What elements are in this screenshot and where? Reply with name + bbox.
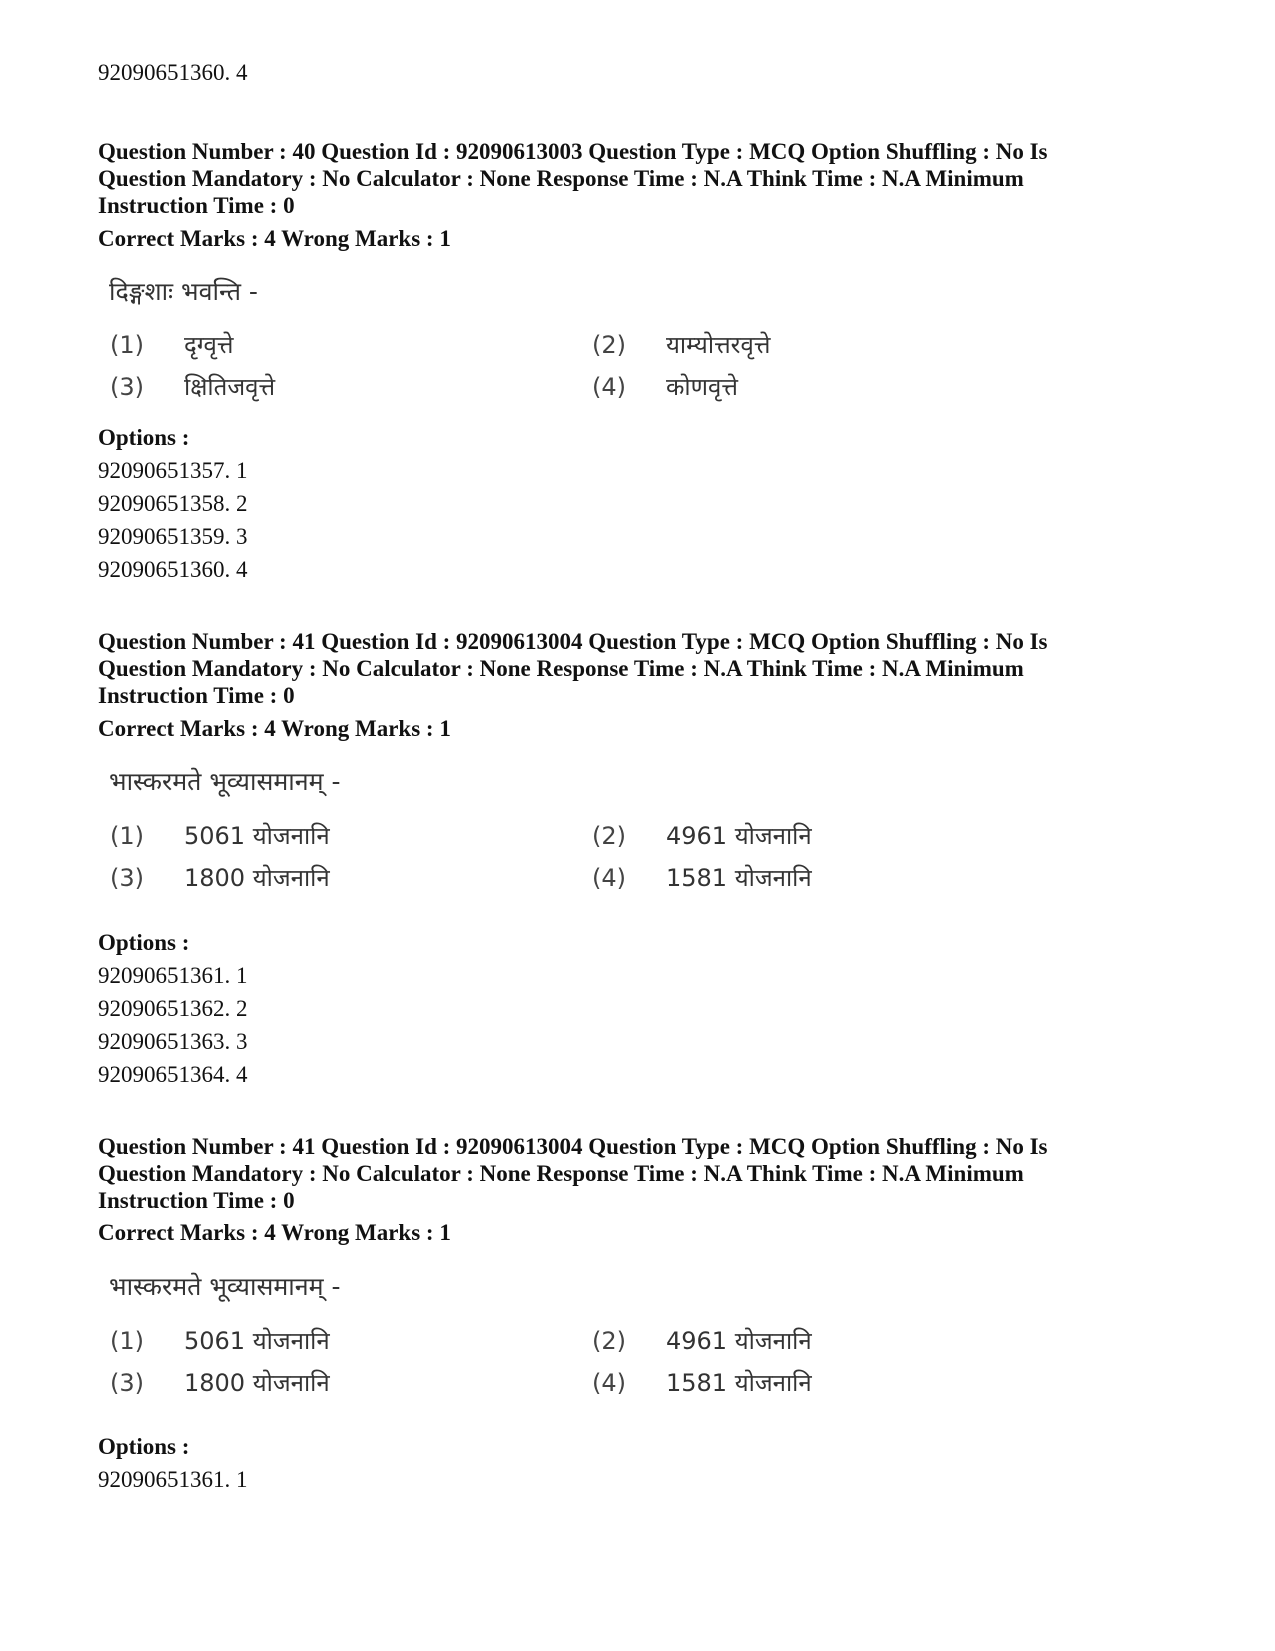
choice-number: (1) xyxy=(110,822,144,850)
choice-text: 1800 योजनानि xyxy=(184,1369,330,1397)
choice-item xyxy=(110,820,330,852)
option-line: 92090651360. 4 xyxy=(98,60,248,85)
choice-text: कोणवृत्ते xyxy=(666,373,738,401)
choice-item xyxy=(592,329,770,361)
question-header-line: Question Mandatory : No Calculator : None Response Time : N.A Think Time : N.A Minimum xyxy=(98,166,1024,191)
question-header-line: Question Number : 41 Question Id : 92090613004 Question Type : MCQ Option Shuffling : No Is xyxy=(98,1134,1048,1159)
option-line: 92090651357. 1 xyxy=(98,458,248,483)
choice-text: 1800 योजनानि xyxy=(184,864,330,892)
choice-number: (1) xyxy=(110,1327,144,1355)
question-header-line: Question Number : 41 Question Id : 92090613004 Question Type : MCQ Option Shuffling : No Is xyxy=(98,629,1048,654)
question-header-line: Question Mandatory : No Calculator : None Response Time : N.A Think Time : N.A Minimum xyxy=(98,1161,1024,1186)
choice-number: (4) xyxy=(592,864,626,892)
choice-text: 4961 योजनानि xyxy=(666,822,812,850)
marks-line: Correct Marks : 4 Wrong Marks : 1 xyxy=(98,226,451,251)
choice-text: याम्योत्तरवृत्ते xyxy=(666,331,771,359)
choice-item xyxy=(592,820,812,852)
choice-item xyxy=(110,329,233,361)
question-text: भास्करमते भूव्यासमानम् - xyxy=(109,767,341,796)
choice-text: दृग्वृत्ते xyxy=(184,331,234,359)
choice-number: (4) xyxy=(592,373,626,401)
option-line: 92090651359. 3 xyxy=(98,524,248,549)
options-label: Options : xyxy=(98,425,190,450)
choice-number: (3) xyxy=(110,373,144,401)
option-line: 92090651364. 4 xyxy=(98,1062,248,1087)
option-line: 92090651360. 4 xyxy=(98,557,248,582)
option-line: 92090651361. 1 xyxy=(98,1467,248,1492)
question-text: भास्करमते भूव्यासमानम् - xyxy=(109,1272,341,1301)
question-header-line: Instruction Time : 0 xyxy=(98,193,295,218)
question-header-line: Instruction Time : 0 xyxy=(98,1188,295,1213)
choice-text: क्षितिजवृत्ते xyxy=(184,373,276,401)
choice-text: 5061 योजनानि xyxy=(184,1327,330,1355)
option-line: 92090651358. 2 xyxy=(98,491,248,516)
choice-text: 5061 योजनानि xyxy=(184,822,330,850)
marks-line: Correct Marks : 4 Wrong Marks : 1 xyxy=(98,1220,451,1245)
choice-item xyxy=(592,862,812,894)
choice-number: (4) xyxy=(592,1369,626,1397)
question-header-line: Question Mandatory : No Calculator : None Response Time : N.A Think Time : N.A Minimum xyxy=(98,656,1024,681)
options-label: Options : xyxy=(98,1434,190,1459)
choice-text: 4961 योजनानि xyxy=(666,1327,812,1355)
choice-item xyxy=(592,1367,812,1399)
choice-item xyxy=(110,1367,330,1399)
question-header-line: Instruction Time : 0 xyxy=(98,683,295,708)
choice-number: (1) xyxy=(110,331,144,359)
marks-line: Correct Marks : 4 Wrong Marks : 1 xyxy=(98,716,451,741)
choice-item xyxy=(592,1325,812,1357)
choice-item xyxy=(110,371,275,403)
question-text: दिङ्गशाः भवन्ति - xyxy=(109,277,258,306)
choice-number: (3) xyxy=(110,1369,144,1397)
choice-number: (2) xyxy=(592,1327,626,1355)
choice-item xyxy=(592,371,738,403)
option-line: 92090651362. 2 xyxy=(98,996,248,1021)
choice-item xyxy=(110,1325,330,1357)
choice-number: (2) xyxy=(592,822,626,850)
choice-text: 1581 योजनानि xyxy=(666,1369,812,1397)
choice-number: (2) xyxy=(592,331,626,359)
options-label: Options : xyxy=(98,930,190,955)
choice-text: 1581 योजनानि xyxy=(666,864,812,892)
option-line: 92090651361. 1 xyxy=(98,963,248,988)
choice-item xyxy=(110,862,330,894)
choice-number: (3) xyxy=(110,864,144,892)
question-header-line: Question Number : 40 Question Id : 92090613003 Question Type : MCQ Option Shuffling : No Is xyxy=(98,139,1048,164)
option-line: 92090651363. 3 xyxy=(98,1029,248,1054)
